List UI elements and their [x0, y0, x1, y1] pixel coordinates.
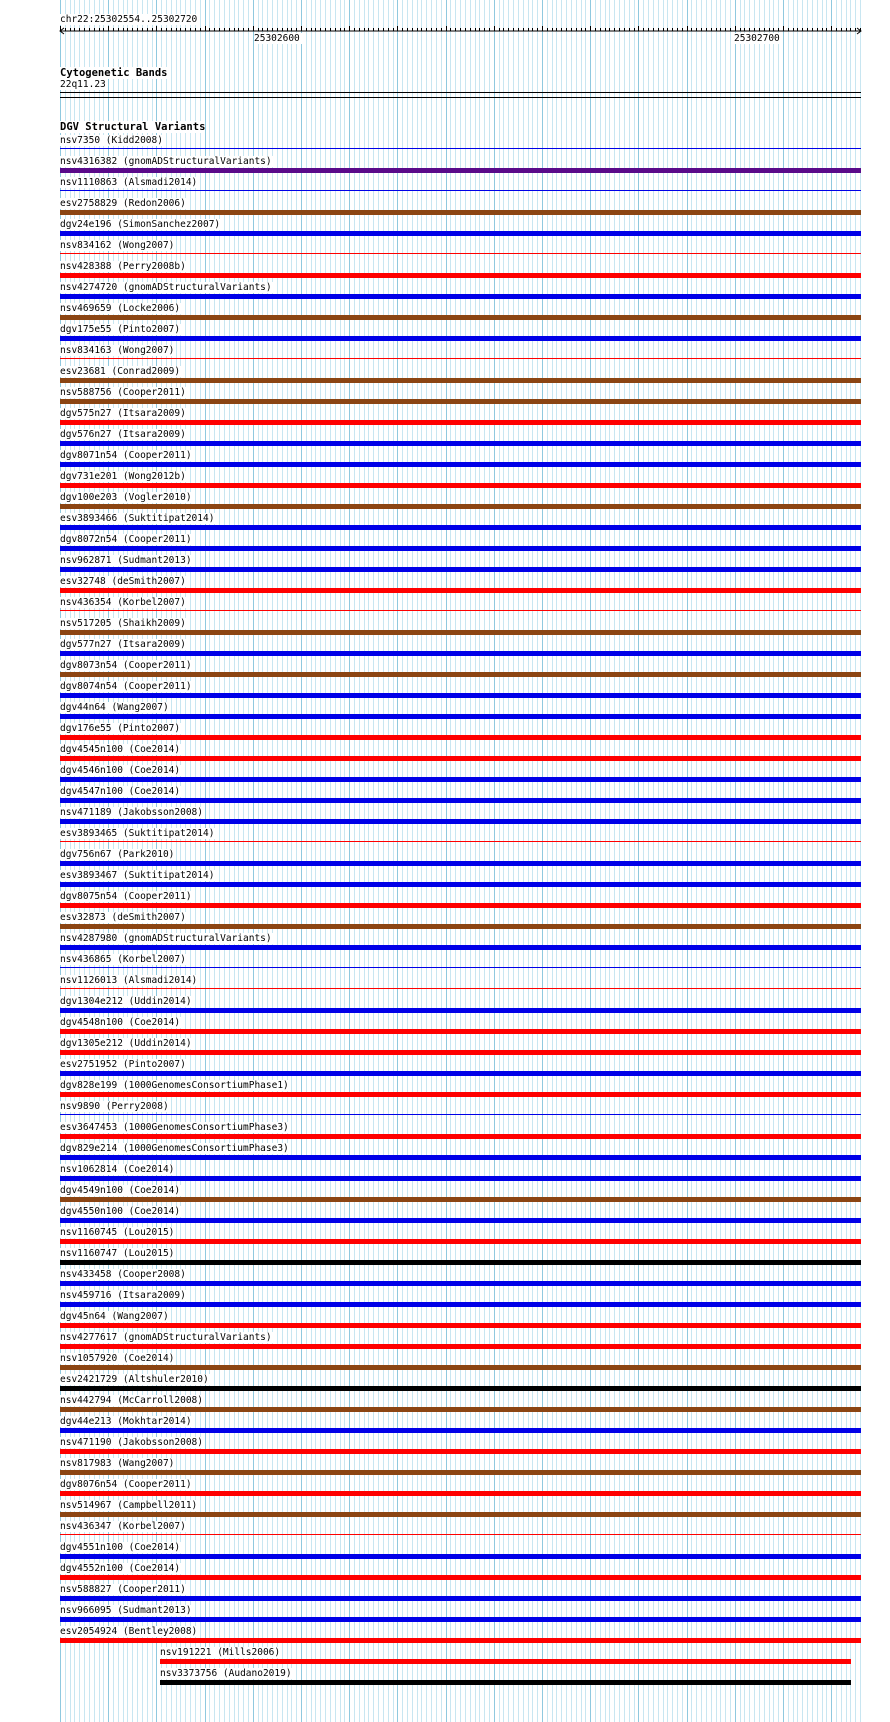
variant-label[interactable]: nsv1160745 (Lou2015) — [60, 1227, 175, 1238]
variant-label[interactable]: nsv3373756 (Audano2019) — [160, 1668, 292, 1679]
variant-label[interactable]: dgv45n64 (Wang2007) — [60, 1311, 169, 1322]
variant-label[interactable]: dgv4545n100 (Coe2014) — [60, 744, 181, 755]
variant-label[interactable]: nsv1057920 (Coe2014) — [60, 1353, 175, 1364]
variant-label[interactable]: nsv966095 (Sudmant2013) — [60, 1605, 192, 1616]
cytoband-label: 22q11.23 — [60, 79, 106, 90]
variant-label[interactable]: nsv1160747 (Lou2015) — [60, 1248, 175, 1259]
variant-label[interactable]: esv2758829 (Redon2006) — [60, 198, 186, 209]
variant-label[interactable]: dgv175e55 (Pinto2007) — [60, 324, 181, 335]
variant-feature-bar[interactable] — [60, 1134, 861, 1139]
variant-feature-bar[interactable] — [160, 1659, 851, 1664]
variant-feature-bar[interactable] — [60, 567, 861, 572]
variant-feature-bar[interactable] — [60, 148, 861, 149]
variant-label[interactable]: dgv8074n54 (Cooper2011) — [60, 681, 192, 692]
variant-feature-bar[interactable] — [60, 1114, 861, 1115]
variant-label[interactable]: nsv517205 (Shaikh2009) — [60, 618, 186, 629]
variant-label[interactable]: nsv588827 (Cooper2011) — [60, 1584, 186, 1595]
variant-label[interactable]: dgv8076n54 (Cooper2011) — [60, 1479, 192, 1490]
region-label: chr22:25302554..25302720 — [60, 14, 198, 25]
variant-feature-bar[interactable] — [60, 378, 861, 383]
variant-feature-bar[interactable] — [60, 672, 861, 677]
dgv-track-title: DGV Structural Variants — [60, 121, 206, 133]
variant-feature-bar[interactable] — [60, 610, 861, 611]
variant-label[interactable]: esv2751952 (Pinto2007) — [60, 1059, 186, 1070]
variant-feature-bar[interactable] — [60, 1218, 861, 1223]
variant-label[interactable]: dgv4547n100 (Coe2014) — [60, 786, 181, 797]
variant-label[interactable]: nsv1062814 (Coe2014) — [60, 1164, 175, 1175]
variant-label[interactable]: nsv7350 (Kidd2008) — [60, 135, 163, 146]
variant-feature-bar[interactable] — [60, 420, 861, 425]
variant-label[interactable]: nsv588756 (Cooper2011) — [60, 387, 186, 398]
variant-label[interactable]: esv3647453 (1000GenomesConsortiumPhase3) — [60, 1122, 289, 1133]
variant-feature-bar[interactable] — [60, 841, 861, 842]
variant-feature-bar[interactable] — [60, 819, 861, 824]
variant-label[interactable]: dgv756n67 (Park2010) — [60, 849, 175, 860]
variant-label[interactable]: dgv44n64 (Wang2007) — [60, 702, 169, 713]
variant-feature-bar[interactable] — [60, 714, 861, 719]
variant-feature-bar[interactable] — [60, 1281, 861, 1286]
variant-feature-bar[interactable] — [60, 693, 861, 698]
variant-feature-bar[interactable] — [60, 1534, 861, 1535]
variant-feature-bar[interactable] — [60, 1029, 861, 1034]
cytoband-track-title: Cytogenetic Bands — [60, 67, 168, 79]
variant-label[interactable]: dgv731e201 (Wong2012b) — [60, 471, 186, 482]
variant-feature-bar[interactable] — [60, 798, 861, 803]
variant-label[interactable]: dgv8073n54 (Cooper2011) — [60, 660, 192, 671]
variant-label[interactable]: dgv4548n100 (Coe2014) — [60, 1017, 181, 1028]
variant-feature-bar[interactable] — [60, 588, 861, 593]
variant-feature-bar[interactable] — [60, 1071, 861, 1076]
variant-feature-bar[interactable] — [60, 735, 861, 740]
variant-feature-bar[interactable] — [60, 924, 861, 929]
variant-feature-bar[interactable] — [60, 1176, 861, 1181]
variant-feature-bar[interactable] — [60, 525, 861, 530]
variant-feature-bar[interactable] — [60, 1302, 861, 1307]
variant-label[interactable]: nsv4274720 (gnomADStructuralVariants) — [60, 282, 272, 293]
variant-feature-bar[interactable] — [60, 441, 861, 446]
variant-label[interactable]: dgv4549n100 (Coe2014) — [60, 1185, 181, 1196]
variant-label[interactable]: nsv4316382 (gnomADStructuralVariants) — [60, 156, 272, 167]
variant-label[interactable]: nsv471190 (Jakobsson2008) — [60, 1437, 203, 1448]
variant-label[interactable]: nsv436354 (Korbel2007) — [60, 597, 186, 608]
variant-label[interactable]: esv2054924 (Bentley2008) — [60, 1626, 198, 1637]
variant-label[interactable]: nsv4287980 (gnomADStructuralVariants) — [60, 933, 272, 944]
variant-feature-bar[interactable] — [60, 1092, 861, 1097]
variant-label[interactable]: dgv1305e212 (Uddin2014) — [60, 1038, 192, 1049]
variant-label[interactable]: nsv834163 (Wong2007) — [60, 345, 175, 356]
variant-feature-bar[interactable] — [60, 1050, 861, 1055]
variant-label[interactable]: dgv829e214 (1000GenomesConsortiumPhase3) — [60, 1143, 289, 1154]
variant-label[interactable]: dgv577n27 (Itsara2009) — [60, 639, 186, 650]
variant-feature-bar[interactable] — [60, 253, 861, 254]
variant-label[interactable]: nsv1110863 (Alsmadi2014) — [60, 177, 198, 188]
variant-feature-bar[interactable] — [60, 1575, 861, 1580]
variant-label[interactable]: dgv44e213 (Mokhtar2014) — [60, 1416, 192, 1427]
variant-label[interactable]: dgv4550n100 (Coe2014) — [60, 1206, 181, 1217]
variant-feature-bar[interactable] — [60, 273, 861, 278]
ruler-tick-label-1: 25302600 — [254, 33, 300, 44]
variant-feature-bar[interactable] — [60, 462, 861, 467]
variant-feature-bar[interactable] — [60, 630, 861, 635]
variant-label[interactable]: nsv817983 (Wang2007) — [60, 1458, 175, 1469]
variant-label[interactable]: nsv471189 (Jakobsson2008) — [60, 807, 203, 818]
variant-feature-bar[interactable] — [60, 777, 861, 782]
variant-feature-bar[interactable] — [60, 399, 861, 404]
variant-feature-bar[interactable] — [60, 651, 861, 656]
variant-feature-bar[interactable] — [60, 1155, 861, 1160]
variant-feature-bar[interactable] — [60, 504, 861, 509]
variant-feature-bar[interactable] — [60, 1260, 861, 1265]
variant-label[interactable]: dgv4546n100 (Coe2014) — [60, 765, 181, 776]
variant-label[interactable]: dgv8075n54 (Cooper2011) — [60, 891, 192, 902]
variant-feature-bar[interactable] — [60, 1008, 861, 1013]
variant-label[interactable]: dgv4551n100 (Coe2014) — [60, 1542, 181, 1553]
variant-label[interactable]: esv3893465 (Suktitipat2014) — [60, 828, 215, 839]
variant-label[interactable]: dgv1304e212 (Uddin2014) — [60, 996, 192, 1007]
variant-label[interactable]: esv2421729 (Altshuler2010) — [60, 1374, 209, 1385]
variant-label[interactable]: dgv100e203 (Vogler2010) — [60, 492, 192, 503]
variant-feature-bar[interactable] — [60, 1617, 861, 1622]
variant-label[interactable]: nsv469659 (Locke2006) — [60, 303, 181, 314]
variant-label[interactable]: dgv4552n100 (Coe2014) — [60, 1563, 181, 1574]
variant-feature-bar[interactable] — [60, 1470, 861, 1475]
variant-label[interactable]: nsv191221 (Mills2006) — [160, 1647, 281, 1658]
variant-label[interactable]: esv23681 (Conrad2009) — [60, 366, 181, 377]
variant-feature-bar[interactable] — [60, 483, 861, 488]
variant-label[interactable]: esv3893466 (Suktitipat2014) — [60, 513, 215, 524]
variant-label[interactable]: nsv962871 (Sudmant2013) — [60, 555, 192, 566]
variant-feature-bar[interactable] — [60, 1428, 861, 1433]
variant-label[interactable]: nsv433458 (Cooper2008) — [60, 1269, 186, 1280]
variant-label[interactable]: dgv576n27 (Itsara2009) — [60, 429, 186, 440]
variant-label[interactable]: dgv8071n54 (Cooper2011) — [60, 450, 192, 461]
variant-label[interactable]: nsv9890 (Perry2008) — [60, 1101, 169, 1112]
variant-feature-bar[interactable] — [60, 1407, 861, 1412]
variant-feature-bar[interactable] — [60, 1638, 861, 1643]
variant-label[interactable]: dgv24e196 (SimonSanchez2007) — [60, 219, 221, 230]
variant-feature-bar[interactable] — [60, 231, 861, 236]
variant-feature-bar[interactable] — [60, 1554, 861, 1559]
variant-feature-bar[interactable] — [60, 967, 861, 968]
variant-label[interactable]: nsv428388 (Perry2008b) — [60, 261, 186, 272]
variant-feature-bar[interactable] — [60, 336, 861, 341]
variant-label[interactable]: nsv436347 (Korbel2007) — [60, 1521, 186, 1532]
variant-label[interactable]: nsv4277617 (gnomADStructuralVariants) — [60, 1332, 272, 1343]
variant-label[interactable]: nsv442794 (McCarroll2008) — [60, 1395, 203, 1406]
variant-label[interactable]: nsv834162 (Wong2007) — [60, 240, 175, 251]
variant-feature-bar[interactable] — [60, 1365, 861, 1370]
variant-label[interactable]: dgv8072n54 (Cooper2011) — [60, 534, 192, 545]
variant-label[interactable]: nsv1126013 (Alsmadi2014) — [60, 975, 198, 986]
variant-label[interactable]: dgv828e199 (1000GenomesConsortiumPhase1) — [60, 1080, 289, 1091]
variant-label[interactable]: nsv514967 (Campbell2011) — [60, 1500, 198, 1511]
variant-feature-bar[interactable] — [60, 903, 861, 908]
variant-label[interactable]: esv3893467 (Suktitipat2014) — [60, 870, 215, 881]
variant-feature-bar[interactable] — [60, 1197, 861, 1202]
variant-label[interactable]: nsv459716 (Itsara2009) — [60, 1290, 186, 1301]
variant-feature-bar[interactable] — [60, 882, 861, 887]
variant-feature-bar[interactable] — [60, 190, 861, 191]
variant-feature-bar[interactable] — [60, 546, 861, 551]
variant-feature-bar[interactable] — [60, 294, 861, 299]
variant-label[interactable]: dgv176e55 (Pinto2007) — [60, 723, 181, 734]
variant-feature-bar[interactable] — [60, 1491, 861, 1496]
variant-feature-bar[interactable] — [60, 315, 861, 320]
variant-feature-bar[interactable] — [60, 756, 861, 761]
variant-label[interactable]: dgv575n27 (Itsara2009) — [60, 408, 186, 419]
cytoband-divider — [60, 92, 861, 93]
ruler-tick-label-2: 25302700 — [734, 33, 780, 44]
variant-feature-bar[interactable] — [60, 1512, 861, 1517]
variant-feature-bar[interactable] — [60, 358, 861, 359]
variant-feature-bar[interactable] — [60, 210, 861, 215]
variant-feature-bar[interactable] — [60, 1323, 861, 1328]
variant-feature-bar[interactable] — [60, 861, 861, 866]
variant-label[interactable]: nsv436865 (Korbel2007) — [60, 954, 186, 965]
variant-feature-bar[interactable] — [60, 1449, 861, 1454]
variant-feature-bar[interactable] — [60, 945, 861, 950]
variant-feature-bar[interactable] — [60, 1239, 861, 1244]
variant-feature-bar[interactable] — [60, 1344, 861, 1349]
variant-feature-bar[interactable] — [60, 1386, 861, 1391]
variant-feature-bar[interactable] — [60, 988, 861, 989]
variant-feature-bar[interactable] — [160, 1680, 851, 1685]
variant-label[interactable]: esv32748 (deSmith2007) — [60, 576, 186, 587]
cytoband-divider — [60, 97, 861, 98]
variant-feature-bar[interactable] — [60, 1596, 861, 1601]
variant-label[interactable]: esv32873 (deSmith2007) — [60, 912, 186, 923]
variant-feature-bar[interactable] — [60, 168, 861, 173]
